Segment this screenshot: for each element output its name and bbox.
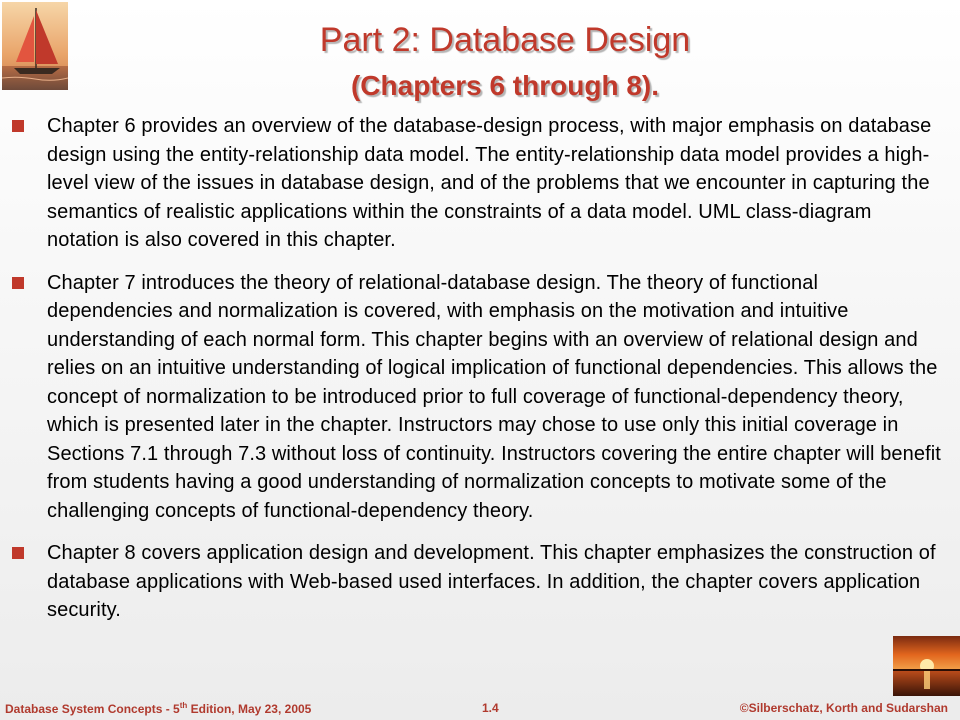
bullet-text: Chapter 8 covers application design and development. This chapter emphasizes the construction of database applications with Web-based used interfaces. In addition, the chapter covers application security. xyxy=(47,542,936,621)
bullet-item-chapter-8 xyxy=(12,539,947,625)
bullet-item-chapter-7 xyxy=(12,269,947,526)
slide-title: Part 2: Database Design xyxy=(319,21,691,59)
footer-copyright: ©Silberschatz, Korth and Sudarshan xyxy=(739,701,948,715)
footer-book-info: Database System Concepts - 5th Edition, May 23, 2005 xyxy=(5,701,312,716)
square-bullet-icon xyxy=(12,277,24,289)
slide-footer xyxy=(0,699,960,720)
bullet-text: Chapter 6 provides an overview of the database-design process, with major emphasis on database design using the entity-relationship data model. The entity-relationship data model provides a high-level view of the issues in database design, and of the problems that we encounter in capturing the semantics of realistic applications within the constraints of a data model. UML class-diagram notation is also covered in this chapter. xyxy=(47,115,932,251)
footer-page-number: 1.4 xyxy=(482,701,499,715)
sunset-image xyxy=(893,636,960,696)
bullet-list xyxy=(12,112,947,639)
slide-subtitle: (Chapters 6 through 8). xyxy=(350,70,659,101)
square-bullet-icon xyxy=(12,120,24,132)
sailboat-logo xyxy=(2,2,68,90)
square-bullet-icon xyxy=(12,547,24,559)
bullet-text: Chapter 7 introduces the theory of relational-database design. The theory of functional dependencies and normalization is covered, with emphasis on the motivation and intuitive understanding of each normal form. This chapter begins with an overview of relational design and relies on an intuitive understanding of logical implication of functional dependencies. This allows the concept of normalization to be introduced prior to full coverage of functional-dependency theory, which is presented later in the chapter. Instructors may chose to use only this initial coverage in Sections 7.1 through 7.3 without loss of continuity. Instructors covering the entire chapter will benefit from students having a good understanding of normalization concepts to motivate some of the challenging concepts of functional-dependency theory. xyxy=(47,271,941,522)
bullet-item-chapter-6 xyxy=(12,112,947,255)
